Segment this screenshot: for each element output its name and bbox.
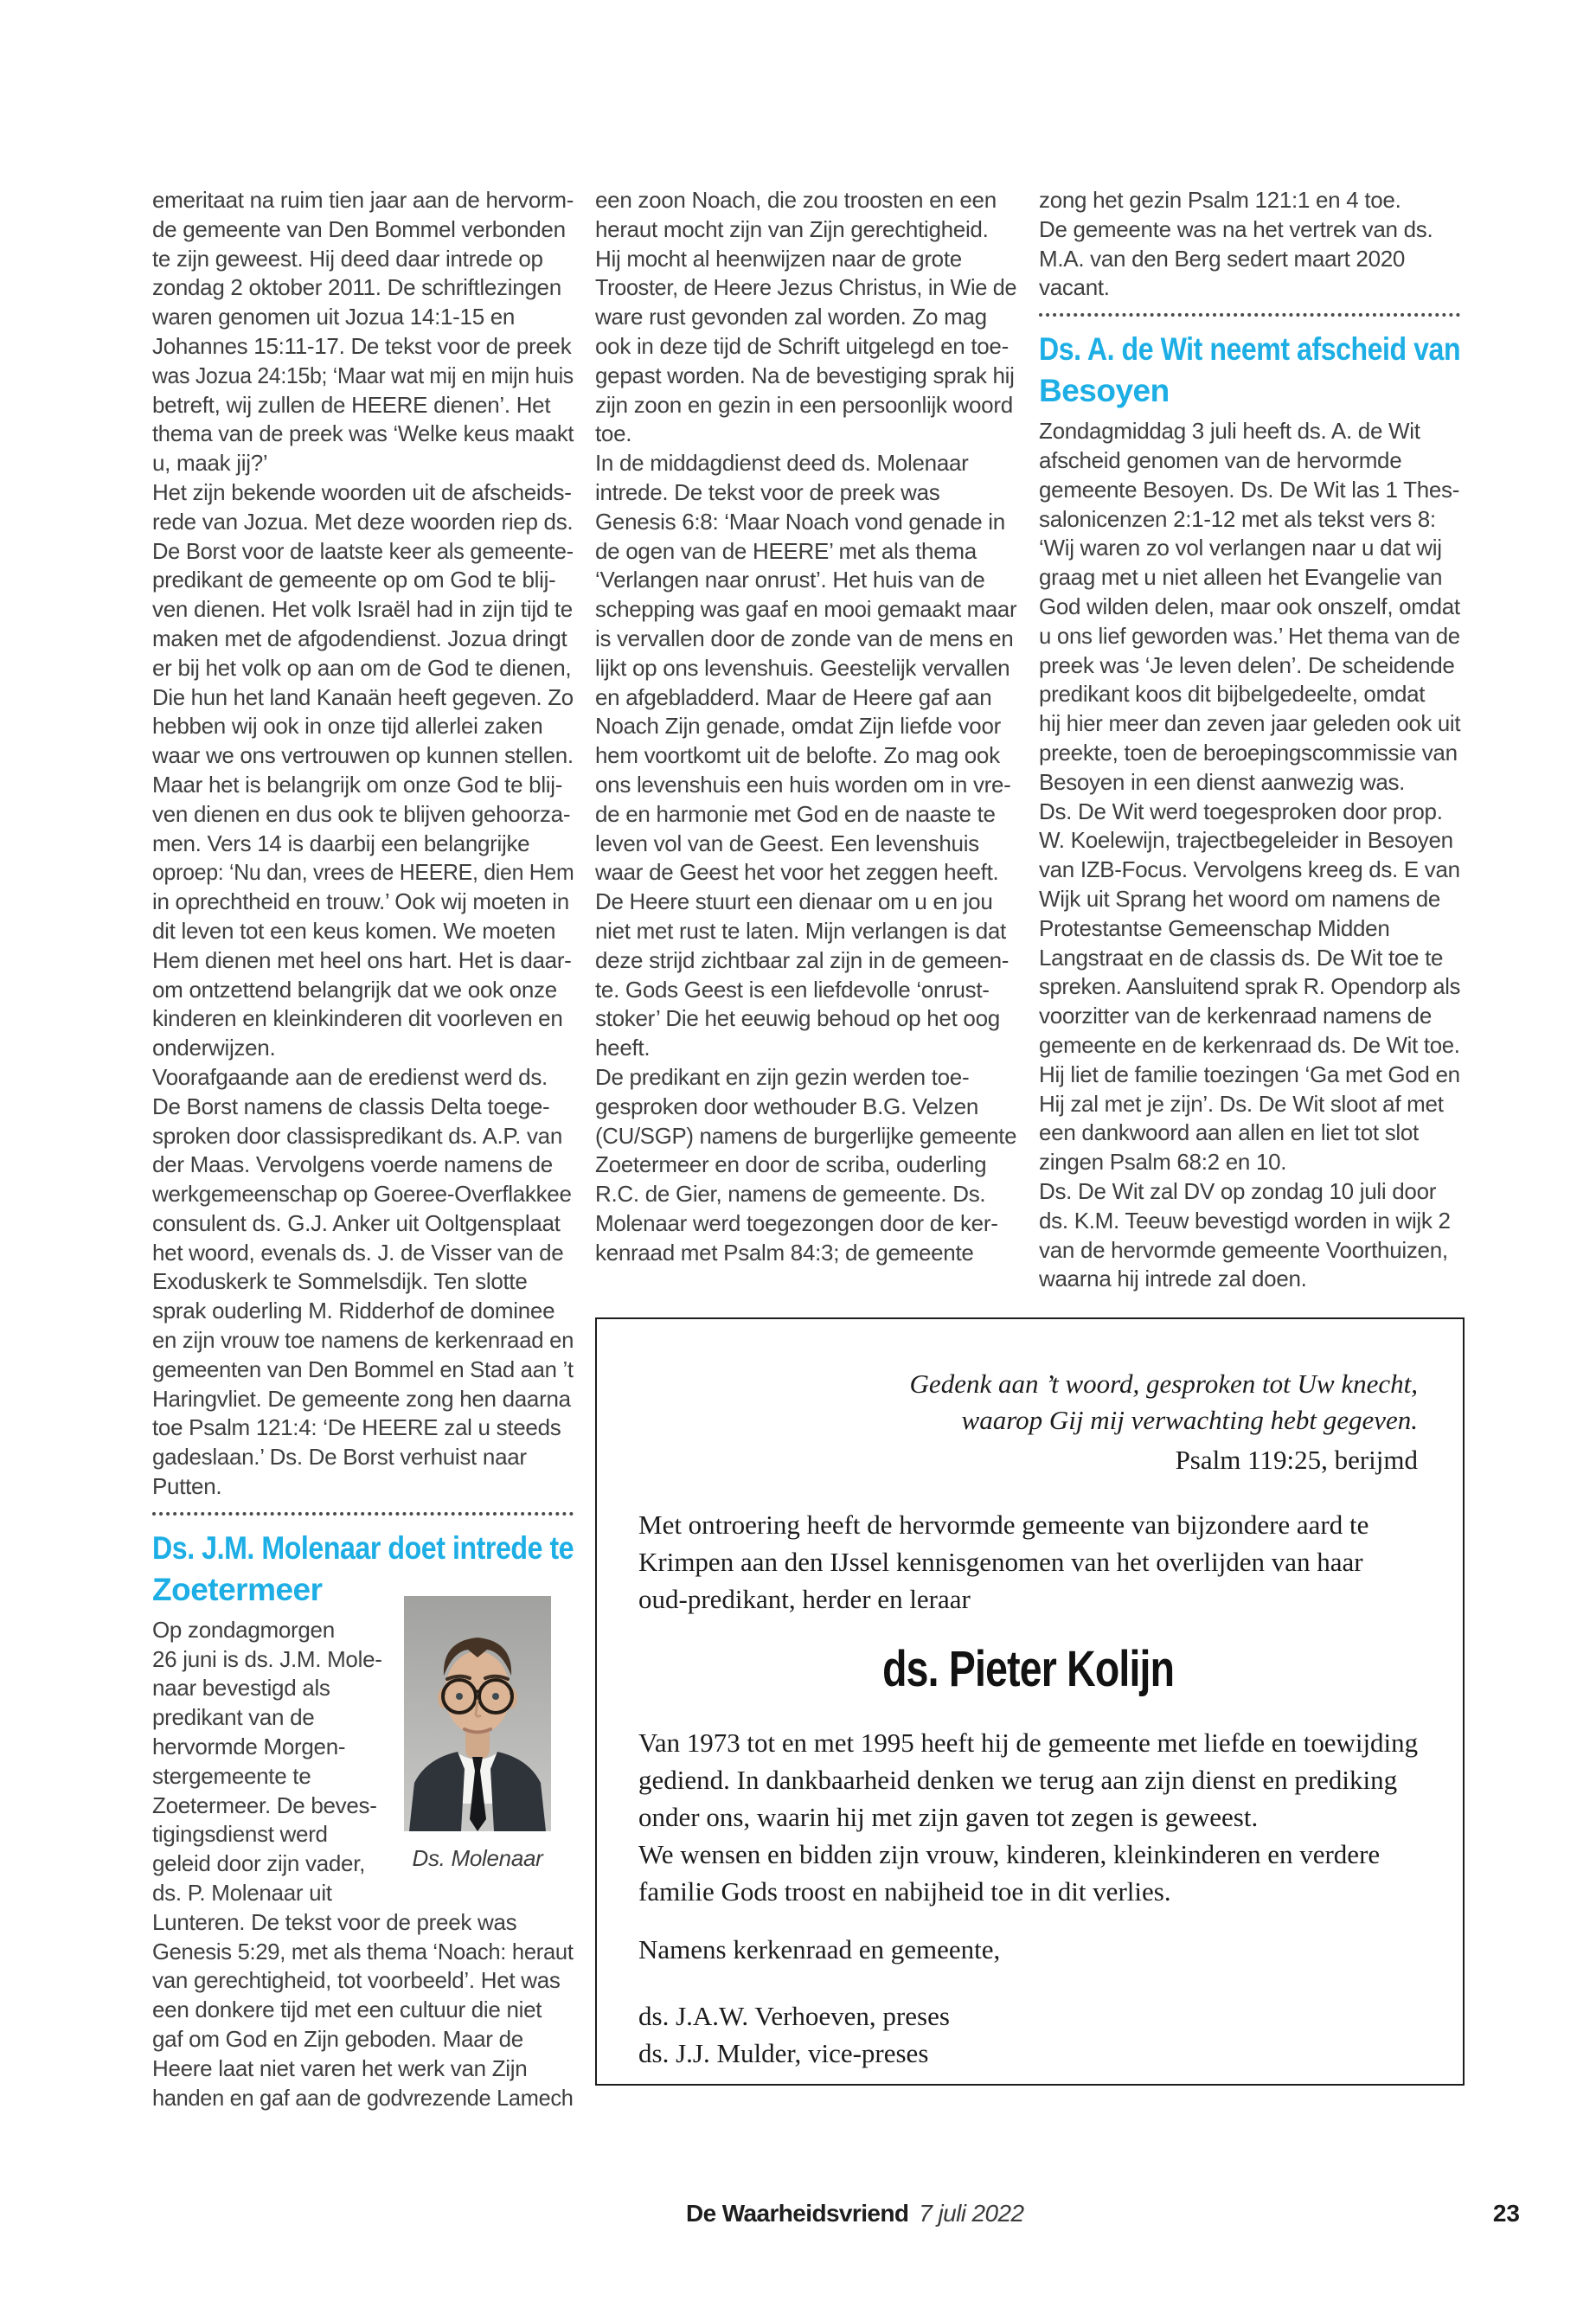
body-line: van gerechtigheid, tot voorbeeld’. Het was — [152, 1967, 561, 1994]
body-line: Hij mocht al heenwijzen naar de grote — [595, 245, 962, 272]
body-line: Zoetermeer en door de scriba, ouderling — [595, 1151, 987, 1178]
body-line: toe. — [595, 420, 632, 447]
body-line: Zondagmiddag 3 juli heeft ds. A. de Wit — [1039, 418, 1420, 445]
body-line: De Borst namens de classis Delta toege- — [152, 1093, 550, 1119]
body-line: Hem dienen met heel ons hart. Het is daar- — [152, 946, 572, 973]
body-line: ook in deze tijd de Schrift uitgelegd en toe- — [595, 332, 1009, 359]
memorial-line: Krimpen aan den IJssel kennisgenomen van het overlijden van haar — [638, 1547, 1363, 1577]
body-line: spreken. Aansluitend sprak R. Opendorp als — [1039, 973, 1461, 1000]
body-line: men. Vers 14 is daarbij een belangrijke — [152, 830, 530, 856]
body-line: Langstraat en de classis ds. De Wit toe te — [1039, 944, 1444, 971]
body-line: hem voortkomt uit de belofte. Zo mag ook — [595, 742, 1000, 769]
body-line: waren genomen uit Jozua 14:1-15 en — [152, 304, 516, 330]
memorial-body — [638, 1724, 1418, 1910]
body-line: Haringvliet. De gemeente zong hen daarna — [152, 1385, 571, 1412]
body-line: Lunteren. De tekst voor de preek was — [152, 1908, 517, 1935]
body-line: hebben wij ook in onze tijd allerlei zaken — [152, 713, 543, 740]
body-line: ‘Wij waren zo vol verlangen naar u dat wij — [1039, 535, 1442, 561]
body-line: is vervallen door de zonde van de mens en — [595, 625, 1014, 651]
body-line: en zijn vrouw toe namens de kerkenraad en — [152, 1327, 574, 1354]
body-line: predikant van de — [152, 1704, 315, 1731]
body-line: de gemeente van Den Bommel verbonden — [152, 215, 566, 242]
body-line: van IZB-Focus. Vervolgens kreeg ds. E van — [1039, 856, 1460, 883]
body-line: een zoon Noach, die zou troosten en een — [595, 187, 997, 213]
body-line: Hij liet de familie toezingen ‘Ga met God en — [1039, 1061, 1460, 1087]
body-line: stergemeente te — [152, 1762, 311, 1789]
body-line: Die hun het land Kanaän heeft gegeven. Zo — [152, 683, 574, 710]
body-line: ven dienen. Het volk Israël had in zijn tijd te — [152, 596, 573, 623]
body-line: werkgemeenschap op Goeree-Overflakkee — [152, 1181, 572, 1208]
article-3-body — [1039, 417, 1460, 1294]
body-line: ons levenshuis een huis worden om in vre- — [595, 771, 1011, 798]
column-2 — [595, 186, 1016, 1267]
body-line: gadeslaan.’ Ds. De Borst verhuist naar — [152, 1444, 527, 1471]
body-line: naar bevestigd als — [152, 1675, 330, 1702]
body-line: De Heere stuurt een dienaar om u en jou — [595, 888, 993, 915]
body-line: schepping was gaaf en mooi gemaakt maar — [595, 596, 1017, 623]
body-line: te. Gods Geest is een liefdevolle ‘onrust- — [595, 976, 990, 1003]
body-line: Trooster, de Heere Jezus Christus, in Wie de — [595, 274, 1017, 301]
article-heading-line: Besoyen — [1039, 373, 1170, 409]
body-line: thema van de preek was ‘Welke keus maakt — [152, 420, 574, 447]
body-line: deze strijd zichtbaar zal zijn in de gemeen- — [595, 946, 1010, 973]
issue-date: 7 juli 2022 — [919, 2200, 1024, 2227]
body-line: niet met rust te laten. Mijn verlangen is dat — [595, 917, 1006, 944]
body-line: was Jozua 24:15b; ‘Maar wat mij en mijn huis — [152, 362, 574, 388]
body-line: Protestantse Gemeenschap Midden — [1039, 914, 1390, 941]
body-line: de en harmonie met God en de naaste te — [595, 800, 996, 827]
memorial-notice — [595, 1317, 1465, 2086]
body-line: consulent ds. G.J. Anker uit Ooltgensplaat — [152, 1209, 561, 1236]
body-line: preekte, toen de beroepingscommissie van — [1039, 739, 1458, 766]
body-line: kinderen en kleinkinderen dit voorleven en — [152, 1005, 563, 1032]
memorial-line: onder ons, waarin hij met zijn gaven tot zegen is geweest. — [638, 1802, 1259, 1832]
body-line: De Borst voor de laatste keer als gemeente- — [152, 537, 574, 564]
body-line: hij hier meer dan zeven jaar geleden ook uit — [1039, 710, 1461, 737]
body-line: Genesis 5:29, met als thema ‘Noach: heraut — [152, 1938, 574, 1965]
memorial-line: We wensen en bidden zijn vrouw, kinderen, kleinkinderen en verdere — [638, 1839, 1381, 1869]
body-line: Heere laat niet varen het werk van Zijn — [152, 2054, 528, 2081]
body-line: om ontzettend belangrijk dat we ook onze — [152, 976, 557, 1003]
body-line: u ons lief geworden was.’ Het thema van de — [1039, 622, 1460, 649]
body-line: Noach Zijn genade, omdat Zijn liefde voor — [595, 713, 1001, 740]
memorial-line: Met ontroering heeft de hervormde gemeente van bijzondere aard te — [638, 1509, 1369, 1540]
body-line: sprak ouderling M. Ridderhof de dominee — [152, 1298, 555, 1324]
signature-line: ds. J.A.W. Verhoeven, preses — [638, 2001, 950, 2031]
body-line: waar we ons vertrouwen op kunnen stellen. — [152, 742, 574, 769]
body-line: Ds. De Wit zal DV op zondag 10 juli door — [1039, 1177, 1437, 1204]
body-line: ‘Verlangen naar onrust’. Het huis van de — [595, 567, 985, 593]
body-line: gaf om God en Zijn geboden. Maar de — [152, 2026, 523, 2053]
article-2-body-end — [1039, 186, 1460, 303]
body-line: kenraad met Psalm 84:3; de gemeente — [595, 1239, 974, 1266]
body-line: Wijk uit Sprang het woord om namens de — [1039, 885, 1441, 912]
body-line: W. Koelewijn, trajectbegeleider in Besoyen — [1039, 827, 1453, 854]
body-line: intrede. De tekst voor de preek was — [595, 478, 940, 505]
body-line: Johannes 15:11-17. De tekst voor de preek — [152, 332, 572, 359]
body-line: Zoetermeer. De beves- — [152, 1791, 377, 1818]
memorial-signatures — [638, 1997, 1418, 2072]
body-line: De predikant en zijn gezin werden toe- — [595, 1063, 970, 1090]
body-line: handen en gaf aan de godvrezende Lamech — [152, 2084, 574, 2111]
memorial-line: oud-predikant, herder en leraar — [638, 1584, 971, 1614]
dotted-section-divider — [1039, 313, 1460, 317]
article-2-body-continued — [595, 186, 1016, 1267]
body-line: rede van Jozua. Met deze woorden riep ds. — [152, 508, 574, 535]
body-line: God wilden delen, maar ook onszelf, omdat — [1039, 593, 1460, 619]
body-line: stoker’ Die het eeuwig behoud op het oog — [595, 1005, 1000, 1032]
body-line: Voorafgaande aan de eredienst werd ds. — [152, 1063, 548, 1090]
body-line: salonicenzen 2:1-12 met als tekst vers 8: — [1039, 505, 1436, 532]
body-line: u, maak jij?’ — [152, 450, 268, 477]
body-line: Op zondagmorgen — [152, 1616, 335, 1643]
photo-caption: Ds. Molenaar — [412, 1845, 543, 1871]
body-line: Hij zal met je zijn’. Ds. De Wit sloot af met — [1039, 1090, 1444, 1117]
body-line: een dankwoord aan allen en liet tot slot — [1039, 1119, 1419, 1146]
deceased-name: ds. Pieter Kolijn — [881, 1641, 1175, 1697]
body-line: gepast worden. Na de bevestiging sprak hij — [595, 362, 1015, 388]
body-line: ven dienen en dus ook te blijven gehoorza- — [152, 800, 571, 827]
signature-line: ds. J.J. Mulder, vice-preses — [638, 2038, 929, 2068]
body-line: Het zijn bekende woorden uit de afscheids- — [152, 478, 572, 505]
article-3-heading — [1039, 329, 1460, 412]
body-line: betreft, wij zullen de HEERE dienen’. Het — [152, 391, 551, 418]
body-line: emeritaat na ruim tien jaar aan de hervorm- — [152, 187, 574, 213]
body-line: In de middagdienst deed ds. Molenaar — [595, 450, 969, 477]
body-line: Genesis 6:8: ‘Maar Noach vond genade in — [595, 508, 1005, 535]
body-line: preek was ‘Je leven delen’. De scheidende — [1039, 651, 1455, 678]
body-line: Besoyen in een dienst aanwezig was. — [1039, 768, 1406, 795]
quote-source: Psalm 119:25, berijmd — [1175, 1445, 1418, 1475]
memorial-line: gediend. In dankbaarheid denken we terug aan zijn dienst en prediking — [638, 1765, 1398, 1795]
body-line: voorzitter van de kerkenraad namens de — [1039, 1003, 1432, 1029]
body-line: lijkt op ons levenshuis. Geestelijk vervallen — [595, 654, 1010, 681]
body-line: predikant koos dit bijbelgedeelte, omdat — [1039, 681, 1426, 708]
body-line: leven vol van de Geest. Een levenshuis — [595, 830, 979, 856]
body-line: waar de Geest het voor het zeggen heeft. — [595, 859, 999, 886]
body-line: Ds. De Wit werd toegesproken door prop. — [1039, 798, 1443, 824]
body-line: hervormde Morgen- — [152, 1734, 346, 1760]
body-line: het woord, evenals ds. J. de Visser van de — [152, 1239, 564, 1266]
memorial-closing: Namens kerkenraad en gemeente, — [638, 1934, 1001, 1965]
memorial-line: familie Gods troost en nabijheid toe in dit verlies. — [638, 1876, 1171, 1907]
memorial-quote — [638, 1366, 1418, 1439]
body-line: zong het gezin Psalm 121:1 en 4 toe. — [1039, 187, 1401, 213]
body-line: in oprechtheid en trouw.’ Ook wij moeten in — [152, 888, 569, 915]
body-line: zondag 2 oktober 2011. De schriftlezingen — [152, 274, 561, 301]
body-line: de ogen van de HEERE’ met als thema — [595, 537, 977, 564]
article-heading-line: Zoetermeer — [152, 1571, 323, 1607]
article-1-body — [152, 186, 574, 1502]
body-line: dit leven tot een keus komen. We moeten — [152, 917, 556, 944]
body-line: oproep: ‘Nu dan, vrees de HEERE, dien Hem — [152, 859, 574, 886]
body-line: 26 juni is ds. J.M. Mole- — [152, 1645, 382, 1672]
body-line: zingen Psalm 68:2 en 10. — [1039, 1149, 1287, 1176]
body-line: tigingsdienst werd — [152, 1821, 328, 1848]
body-line: graag met u niet alleen het Evangelie van — [1039, 564, 1443, 591]
article-heading-line: Ds. J.M. Molenaar doet intrede te — [152, 1529, 574, 1566]
page-number: 23 — [1492, 2200, 1520, 2227]
quote-line: Gedenk aan ’t woord, gesproken tot Uw knecht, — [909, 1368, 1418, 1399]
body-line: en afgebladderd. Maar de Heere gaf aan — [595, 683, 992, 710]
body-line: vacant. — [1039, 274, 1110, 301]
body-line: ware rust gevonden zal worden. Zo mag — [595, 304, 987, 330]
body-line: M.A. van den Berg sedert maart 2020 — [1039, 245, 1406, 272]
body-line: gemeente Besoyen. Ds. De Wit las 1 Thes- — [1039, 476, 1460, 503]
body-line: van de hervormde gemeente Voorthuizen, — [1039, 1236, 1448, 1263]
body-line: Maar het is belangrijk om onze God te blij- — [152, 771, 563, 798]
body-line: afscheid genomen van de hervormde — [1039, 446, 1402, 473]
body-line: Exoduskerk te Sommelsdijk. Ten slotte — [152, 1268, 528, 1295]
article-heading-line: Ds. A. de Wit neemt afscheid van — [1039, 331, 1461, 368]
memorial-intro — [638, 1506, 1418, 1618]
body-line: geleid door zijn vader, — [152, 1850, 366, 1877]
column-3 — [1039, 186, 1460, 1294]
body-line: maken met de afgodendienst. Jozua dringt — [152, 625, 567, 651]
body-line: waarna hij intrede zal doen. — [1039, 1266, 1307, 1292]
body-line: predikant de gemeente op om God te blij- — [152, 567, 556, 593]
dotted-section-divider — [152, 1512, 574, 1516]
body-line: te zijn geweest. Hij deed daar intrede op — [152, 245, 543, 272]
body-line: heeft. — [595, 1035, 651, 1061]
page-footer — [686, 2200, 1023, 2227]
body-line: ds. P. Molenaar uit — [152, 1880, 332, 1907]
body-line: gemeente en de kerkenraad ds. De Wit toe. — [1039, 1031, 1460, 1058]
deceased-name-row — [638, 1640, 1418, 1698]
body-line: sproken door classispredikant ds. A.P. van — [152, 1122, 562, 1149]
portrait-photo — [403, 1596, 552, 1872]
body-line: R.C. de Gier, namens de gemeente. Ds. — [595, 1181, 986, 1208]
body-line: der Maas. Vervolgens voerde namens de — [152, 1151, 553, 1178]
body-line: Putten. — [152, 1473, 222, 1500]
body-line: Molenaar werd toegezongen door de ker- — [595, 1209, 998, 1236]
body-line: onderwijzen. — [152, 1035, 276, 1061]
magazine-name: De Waarheidsvriend — [686, 2200, 909, 2227]
body-line: er bij het volk op aan om de God te dienen, — [152, 654, 572, 681]
body-line: gemeenten van Den Bommel en Stad aan ’t — [152, 1356, 574, 1382]
body-line: zijn zoon en gezin in een persoonlijk woord — [595, 391, 1013, 418]
body-line: gesproken door wethouder B.G. Velzen — [595, 1093, 979, 1119]
memorial-line: Van 1973 tot en met 1995 heeft hij de gemeente met liefde en toewijding — [638, 1727, 1419, 1758]
body-line: (CU/SGP) namens de burgerlijke gemeente — [595, 1122, 1017, 1149]
body-line: ds. K.M. Teeuw bevestigd worden in wijk 2 — [1039, 1207, 1451, 1234]
portrait-photo-image — [403, 1596, 552, 1831]
body-line: De gemeente was na het vertrek van ds. — [1039, 215, 1433, 242]
body-line: een donkere tijd met een cultuur die niet — [152, 1997, 542, 2023]
body-line: toe Psalm 121:4: ‘De HEERE zal u steeds — [152, 1414, 561, 1441]
body-line: heraut mocht zijn van Zijn gerechtigheid. — [595, 215, 989, 242]
quote-line: waarop Gij mij verwachting hebt gegeven. — [961, 1405, 1418, 1435]
